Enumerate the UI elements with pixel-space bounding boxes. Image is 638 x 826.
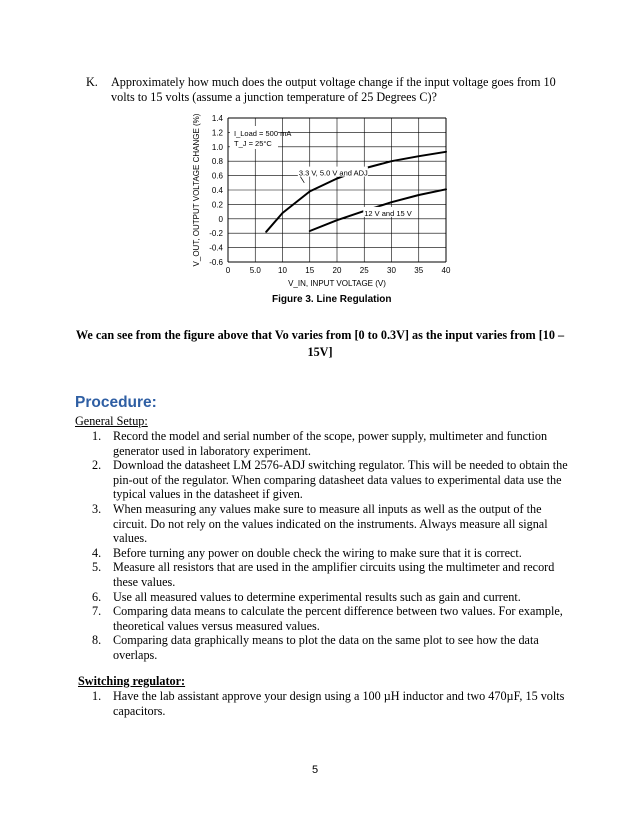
list-number: 2. xyxy=(92,458,102,473)
list-item xyxy=(75,502,575,546)
list-text: Have the lab assistant approve your design using a 100 µH inductor and two 470µF, 15 volts capacitors. xyxy=(113,689,565,718)
y-tick-label: 0.8 xyxy=(211,157,223,167)
y-tick-label: 0.6 xyxy=(211,171,223,181)
x-tick-labels xyxy=(226,266,451,275)
annotation-iload: I_Load = 500 mA xyxy=(234,129,292,138)
x-tick-label: 5.0 xyxy=(249,266,261,275)
list-text: Record the model and serial number of the scope, power supply, multimeter and function generator used in laboratory experiment. xyxy=(113,429,548,458)
list-number: 8. xyxy=(92,633,102,648)
x-tick-label: 0 xyxy=(225,266,231,275)
list-number: 3. xyxy=(92,501,102,516)
list-text: Comparing data means to calculate the percent difference between two values. For example, theoretical values versus measured values. xyxy=(113,604,563,633)
y-tick-label: -0.4 xyxy=(209,243,223,253)
procedure-list xyxy=(75,429,575,663)
y-tick-label: 1.4 xyxy=(211,114,223,123)
y-tick-label: -0.2 xyxy=(209,229,223,239)
switching-list xyxy=(75,689,575,718)
list-number: 1. xyxy=(92,429,102,443)
list-item xyxy=(75,689,575,718)
figure-caption: Figure 3. Line Regulation xyxy=(272,294,392,305)
list-number: 1. xyxy=(92,689,102,703)
list-item xyxy=(75,590,575,605)
y-axis-label: V_OUT, OUTPUT VOLTAGE CHANGE (%) xyxy=(192,113,201,267)
y-tick-label: 0.2 xyxy=(211,200,223,210)
list-text: Comparing data graphically means to plot the data on the same plot to see how the data overlaps. xyxy=(113,633,539,662)
answer-text: We can see from the figure above that Vo varies from [0 to 0.3V] as the input varies from [10 – 15V] xyxy=(75,328,565,359)
x-tick-label: 20 xyxy=(332,266,342,275)
x-tick-label: 35 xyxy=(414,266,424,275)
question-text: Approximately how much does the output voltage change if the input voltage goes from 10 volts to 15 volts (assume a junction temperature of 25 Degrees C)? xyxy=(111,75,556,105)
y-tick-label: 1.2 xyxy=(211,128,223,138)
x-tick-label: 10 xyxy=(278,266,287,275)
page-number: 5 xyxy=(312,764,319,776)
x-tick-label: 15 xyxy=(305,266,315,275)
list-item xyxy=(75,560,575,589)
x-axis-label: V_IN, INPUT VOLTAGE (V) xyxy=(288,279,386,288)
question-letter: K. xyxy=(86,75,98,89)
y-tick-label: 0.4 xyxy=(211,186,223,195)
list-number: 5. xyxy=(92,560,102,575)
procedure-heading: Procedure: xyxy=(75,394,157,411)
x-tick-label: 30 xyxy=(387,266,396,275)
list-item xyxy=(75,458,575,502)
y-tick-label: -0.6 xyxy=(209,258,223,267)
list-item xyxy=(75,604,575,633)
list-number: 4. xyxy=(92,545,102,560)
list-number: 7. xyxy=(92,604,102,619)
list-text: Before turning any power on double check the wiring to make sure that it is correct. xyxy=(113,545,522,560)
list-text: When measuring any values make sure to measure all inputs as well as the output of the circuit. Do not rely on the values indicated on the instruments. Always measure all signal values. xyxy=(113,501,548,546)
y-tick-label: 1.0 xyxy=(211,142,223,152)
list-number: 6. xyxy=(92,589,102,604)
list-text: Use all measured values to determine experimental results such as gain and current. xyxy=(113,589,521,604)
list-item xyxy=(75,633,575,662)
x-tick-label: 25 xyxy=(359,266,369,275)
switching-regulator-heading: Switching regulator: xyxy=(78,674,186,688)
annotation-tj: T_J = 25°C xyxy=(234,139,272,148)
x-tick-label: 40 xyxy=(441,266,451,275)
series-label-12v: 12 V and 15 V xyxy=(364,208,412,218)
list-text: Measure all resistors that are used in the amplifier circuits using the multimeter and record these values. xyxy=(113,560,555,589)
list-item xyxy=(75,429,575,458)
list-text: Download the datasheet LM 2576-ADJ switching regulator. This will be needed to obtain the pin-out of the regulator. When comparing datasheet data values to experimental data use the typical values in the datasheet if given. xyxy=(113,458,568,502)
y-tick-labels xyxy=(209,114,223,267)
series-label-3v3: 3.3 V, 5.0 V and ADJ xyxy=(298,168,368,178)
general-setup-subheading: General Setup: xyxy=(75,414,148,428)
y-tick-label: 0 xyxy=(218,214,223,224)
line-regulation-chart xyxy=(190,112,460,297)
list-item xyxy=(75,546,575,561)
